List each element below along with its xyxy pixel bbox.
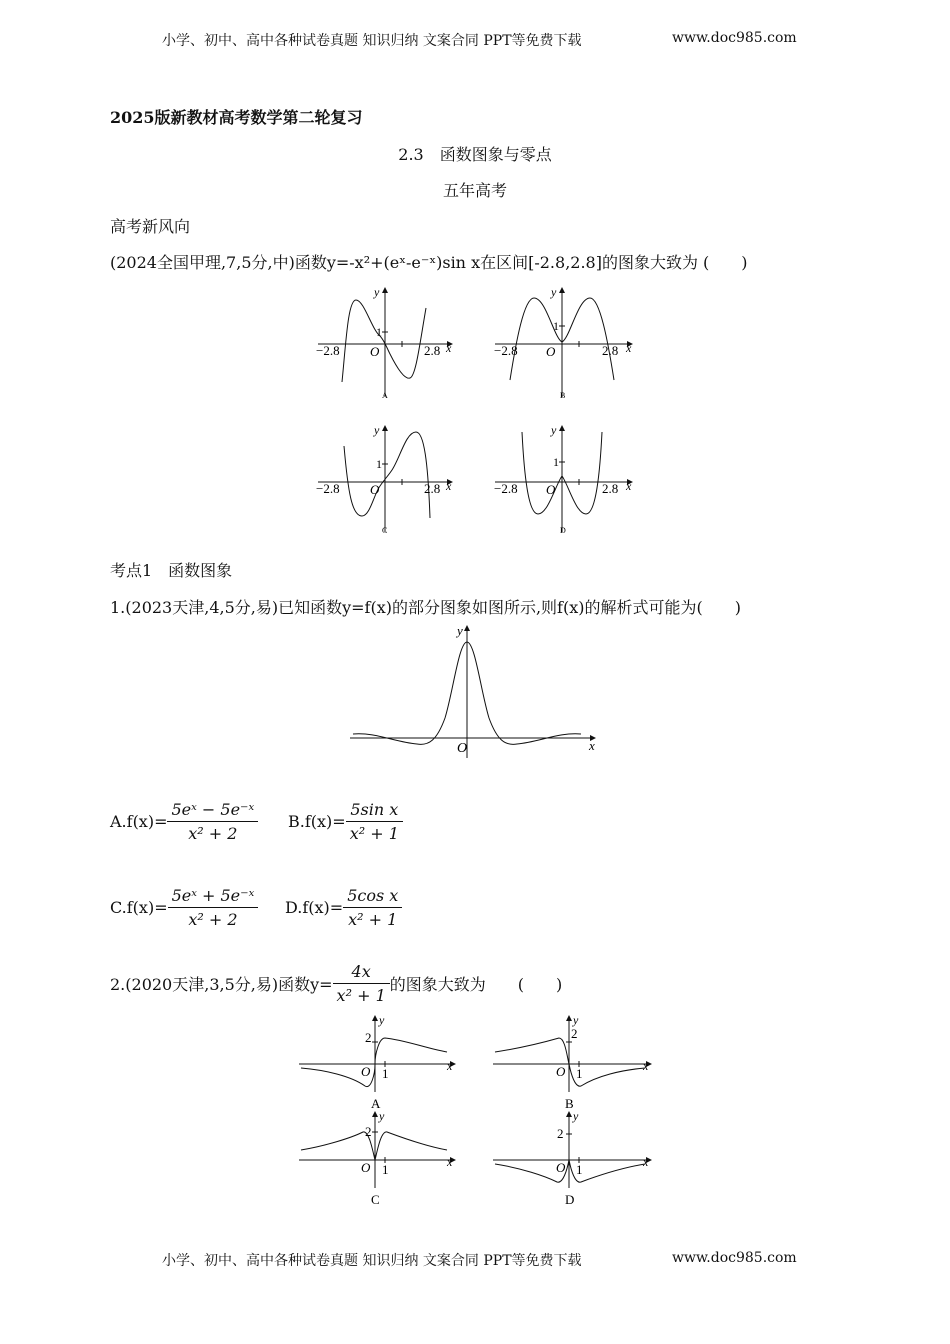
q2-d-label: D [565,1192,575,1207]
subsection-title: 五年高考 [442,181,507,200]
q2-b-x: x [643,1059,649,1073]
q0-a-label: A [382,391,388,400]
q2-d-o: O [556,1160,566,1175]
q0-c-right: 2.8 [424,481,441,496]
trend-label: 高考新风向 [110,217,191,236]
q2-curve-d [495,1160,645,1182]
q0-d-y: y [551,423,557,437]
q2-a-one: 1 [382,1066,389,1081]
q2-d-x: x [643,1155,649,1169]
q2-graph-grid [295,1012,665,1212]
q2-b-o: O [556,1064,566,1079]
doc-title: 2025版新教材高考数学第二轮复习 [110,108,363,127]
q1-option-a[interactable]: A.f(x)= $\frac{\text{5eˣ − 5e⁻ˣ}}{\text{x² + 2}}$ [110,800,258,843]
q2-b-one: 1 [576,1066,583,1081]
q0-d-label: D [560,526,566,535]
q0-a-left: −2.8 [316,343,340,358]
q2-c-x: x [447,1155,453,1169]
q0-a-o: O [370,344,380,359]
q0-d-right: 2.8 [602,481,619,496]
q0-b-right: 2.8 [602,343,619,358]
q2-a-label: A [371,1096,381,1111]
q0-a-right: 2.8 [424,343,441,358]
q0-stem: (2024全国甲理,7,5分,中)函数y=-x²+(eˣ-e⁻ˣ)sin x在区间[-2.8,2.8]的图象大致为 ( ) [110,253,748,272]
q0-b-left: −2.8 [494,343,518,358]
q2-a-x: x [447,1059,453,1073]
q2-curve-a [301,1038,447,1087]
q0-a-one: 1 [376,325,382,339]
q1-option-c[interactable]: C.f(x)= $\frac{\text{5eˣ + 5e⁻ˣ}}{\text{x² + 2}}$ [110,886,258,929]
page-footer: 小学、初中、高中各种试卷真题 知识归纳 文案合同 PPT等免费下载 [162,1253,582,1269]
q0-b-y: y [551,285,557,299]
q0-d-left: −2.8 [494,481,518,496]
section-title: 2.3 函数图象与零点 [398,145,552,164]
q2-graph-d [493,1112,651,1188]
q0-c-one: 1 [376,457,382,471]
q2-a-y: y [379,1013,385,1027]
q2-d-one: 1 [576,1162,583,1177]
header-url[interactable]: www.doc985.com [672,30,797,46]
q2-b-y: y [573,1013,579,1027]
q1-y: y [457,623,463,638]
q2-c-two: 2 [365,1124,372,1139]
q0-curve-c [344,432,430,518]
q0-a-y: y [374,285,380,299]
q0-curve-a [342,300,426,382]
q2-c-one: 1 [382,1162,389,1177]
q0-c-label: C [382,526,388,535]
q2-graph-c [299,1112,455,1188]
q2-stem: 2.(2020天津,3,5分,易)函数y= $\frac{4x}{\text{x² + 1}}$ 的图象大致为 ( ) [110,962,563,1005]
topic-1: 考点1 函数图象 [110,561,233,580]
q2-c-label: C [371,1192,380,1207]
q0-graph-d [495,426,632,532]
q2-c-y: y [379,1109,385,1123]
q0-a-x: x [446,341,452,355]
q0-b-o: O [546,344,556,359]
q2-d-two: 2 [557,1126,564,1141]
q0-graph-grid [310,282,650,542]
q2-graph-a [299,1016,455,1092]
footer-url[interactable]: www.doc985.com [672,1250,797,1266]
q2-a-o: O [361,1064,371,1079]
q1-x: x [589,738,595,753]
q2-curve-b [495,1038,645,1086]
q0-d-x: x [626,479,632,493]
q1-graph [345,620,605,760]
q2-curve-c [301,1132,447,1160]
page-header: 小学、初中、高中各种试卷真题 知识归纳 文案合同 PPT等免费下载 [162,33,582,49]
q0-d-o: O [546,482,556,497]
q0-c-y: y [374,423,380,437]
q0-c-left: −2.8 [316,481,340,496]
q2-c-o: O [361,1160,371,1175]
q2-a-two: 2 [365,1030,372,1045]
q0-c-o: O [370,482,380,497]
q0-d-one: 1 [553,455,559,469]
q1-option-b[interactable]: B.f(x)= $\frac{\text{5sin x}}{\text{x² + 1}}$ [288,800,403,843]
q1-stem: 1.(2023天津,4,5分,易)已知函数y=f(x)的部分图象如图所示,则f(x)的解析式可能为( ) [110,598,741,617]
q0-b-one: 1 [553,319,559,333]
q2-b-label: B [565,1096,574,1111]
q0-b-label: B [560,391,566,400]
q2-d-y: y [573,1109,579,1123]
q0-c-x: x [446,479,452,493]
q1-o: O [457,741,468,756]
q1-option-d[interactable]: D.f(x)= $\frac{\text{5cos x}}{\text{x² + 1}}$ [285,886,402,929]
q2-b-two: 2 [571,1026,578,1041]
q0-b-x: x [626,341,632,355]
q0-graph-c [318,426,452,532]
